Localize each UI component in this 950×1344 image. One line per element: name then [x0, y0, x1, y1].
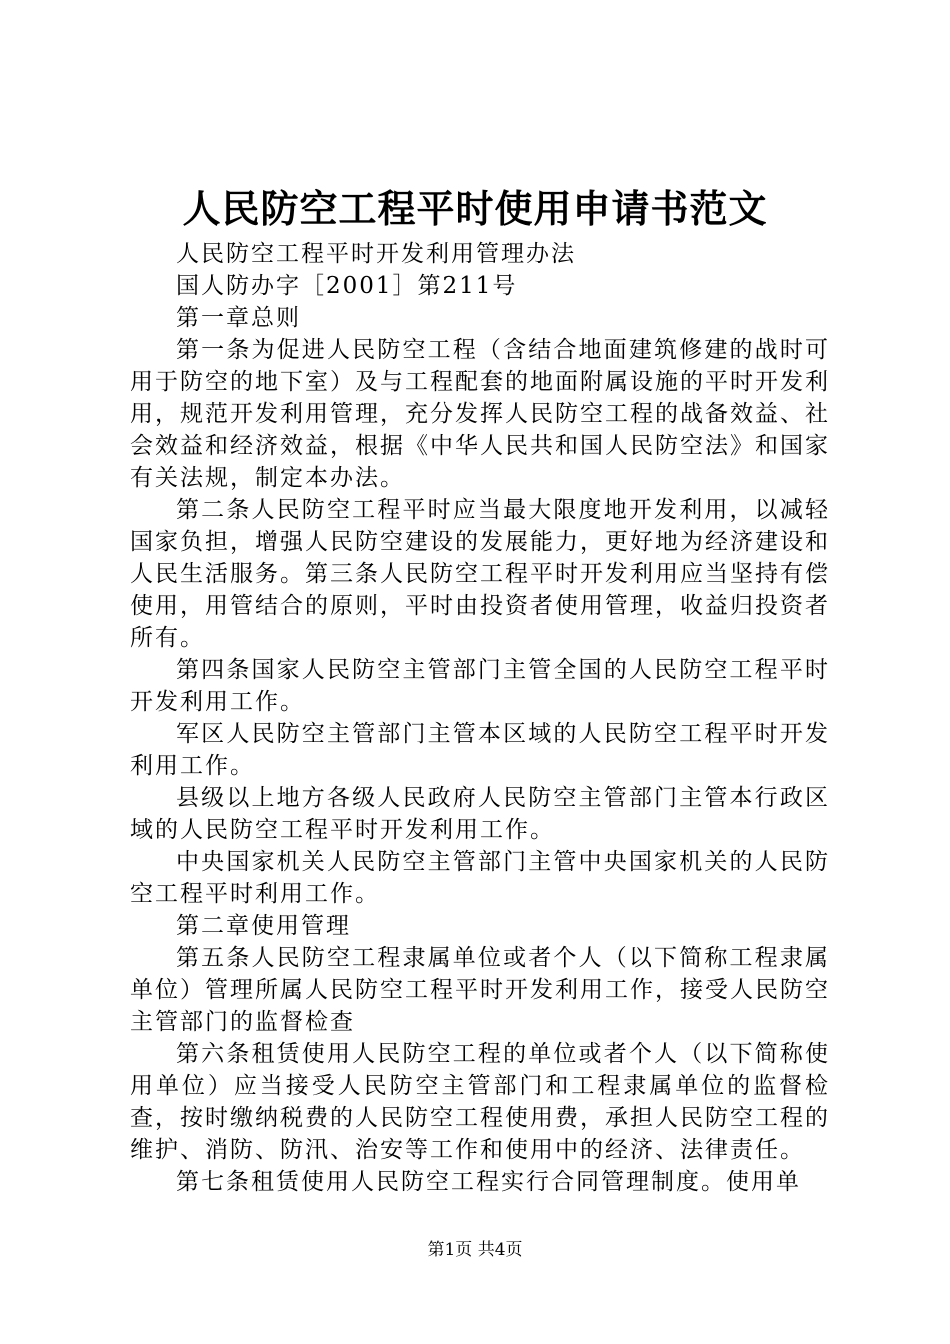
page-footer: 第1页 共4页 [427, 1240, 523, 1260]
paragraph-article-5: 第五条人民防空工程隶属单位或者个人（以下简称工程隶属单位）管理所属人民防空工程平时开发利用工作，接受人民防空主管部门的监督检查 [130, 945, 830, 1035]
paragraph-article-7: 第七条租赁使用人民防空工程实行合同管理制度。使用单 [176, 1169, 801, 1195]
paragraph-county-level: 县级以上地方各级人民政府人民防空主管部门主管本行政区域的人民防空工程平时开发利用工作。 [130, 785, 830, 843]
paragraph-article-2-3: 第二条人民防空工程平时应当最大限度地开发利用，以减轻国家负担，增强人民防空建设的发展能力，更好地为经济建设和人民生活服务。第三条人民防空工程平时开发利用应当坚持有偿使用，用管结合的原则，平时由投资者使用管理，收益归投资者所有。 [130, 497, 830, 651]
document-body [130, 238, 830, 1198]
paragraph-document-number: 国人防办字［2001］第211号 [176, 273, 518, 299]
paragraph-chapter-2-heading: 第二章使用管理 [176, 913, 351, 939]
paragraph-central-organs: 中央国家机关人民防空主管部门主管中央国家机关的人民防空工程平时利用工作。 [130, 849, 830, 907]
document-title: 人民防空工程平时使用申请书范文 [182, 186, 768, 231]
paragraph-chapter-1-heading: 第一章总则 [176, 305, 301, 331]
paragraph-military-region: 军区人民防空主管部门主管本区域的人民防空工程平时开发利用工作。 [130, 721, 830, 779]
paragraph-article-1: 第一条为促进人民防空工程（含结合地面建筑修建的战时可用于防空的地下室）及与工程配套的地面附属设施的平时开发利用，规范开发利用管理，充分发挥人民防空工程的战备效益、社会效益和经济效益，根据《中华人民共和国人民防空法》和国家有关法规，制定本办法。 [130, 337, 830, 491]
paragraph-measure-name: 人民防空工程平时开发利用管理办法 [176, 241, 576, 267]
paragraph-article-6: 第六条租赁使用人民防空工程的单位或者个人（以下简称使用单位）应当接受人民防空主管部门和工程隶属单位的监督检查，按时缴纳税费的人民防空工程使用费，承担人民防空工程的维护、消防、防汛、治安等工作和使用中的经济、法律责任。 [130, 1041, 830, 1163]
paragraph-article-4: 第四条国家人民防空主管部门主管全国的人民防空工程平时开发利用工作。 [130, 657, 830, 715]
